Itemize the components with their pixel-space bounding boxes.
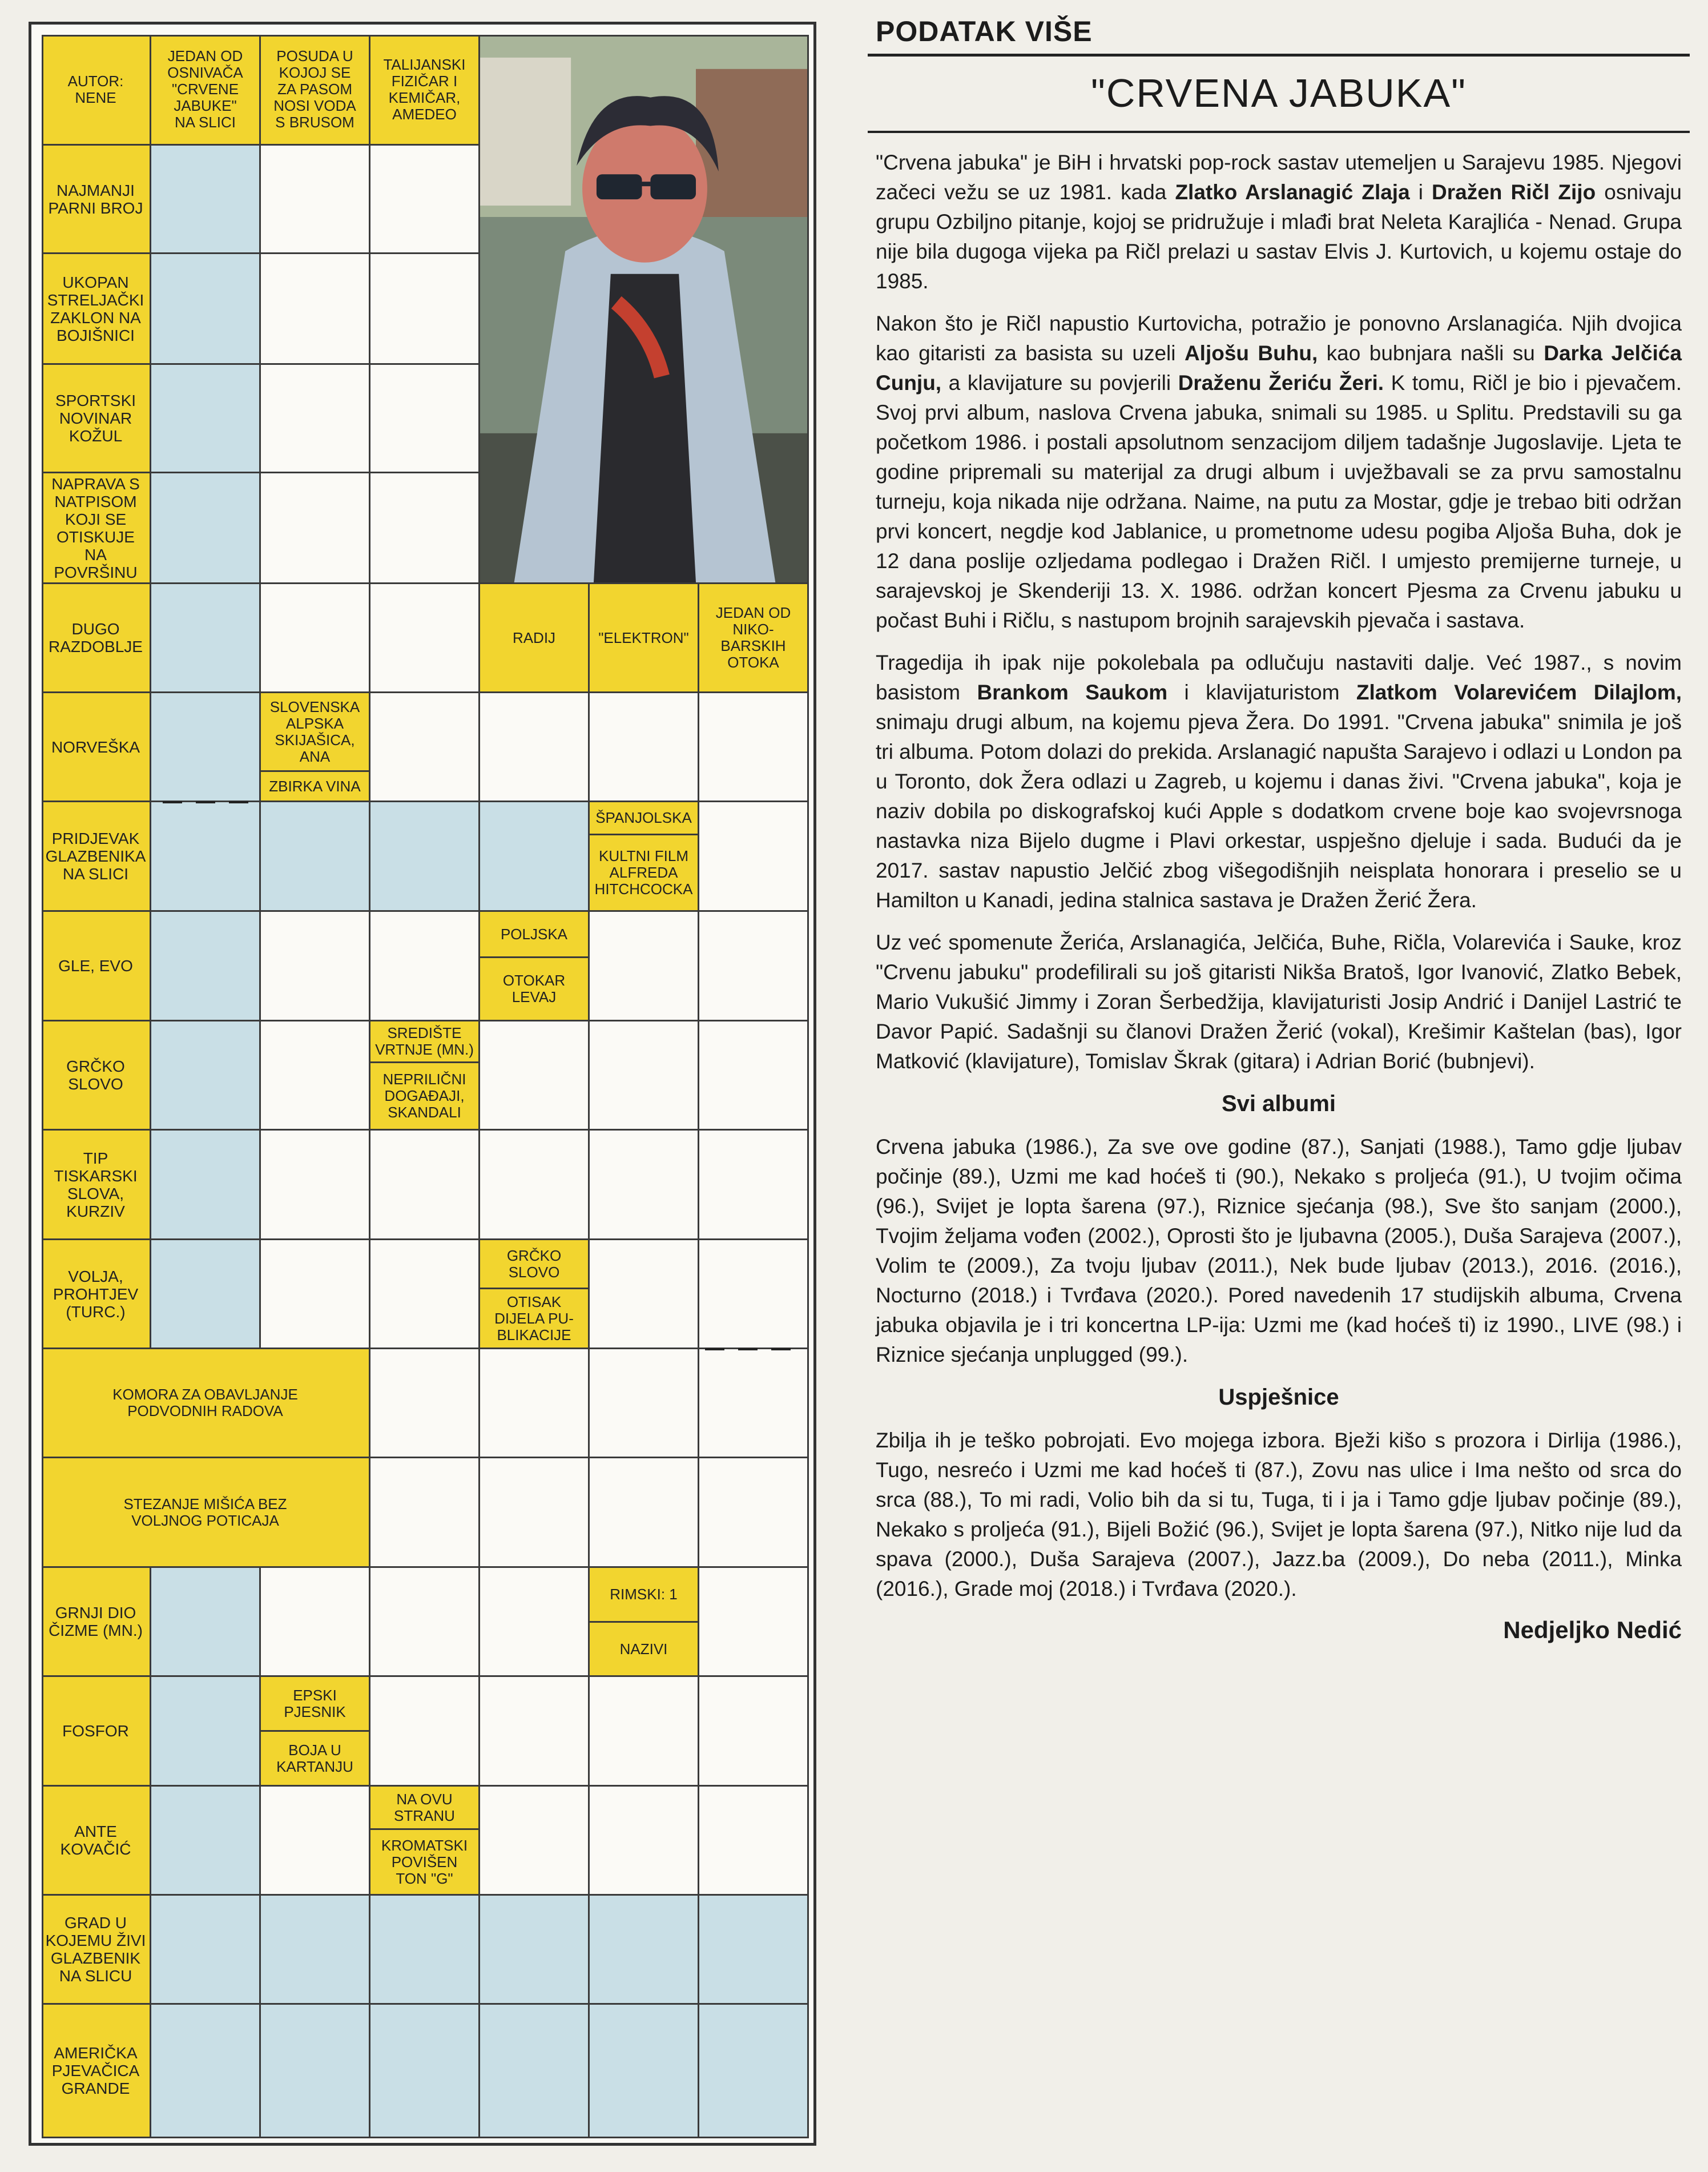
grid-cell[interactable] — [151, 1677, 261, 1787]
grid-cell[interactable] — [151, 146, 261, 254]
text-run: K tomu, Ričl je bio i pjevačem. Svoj prvi album, naslova Crvena jabuka, snimali su 1985. u Splitu. Predstavili su ga početkom 1986. i postali apsolutnom senzacijom diljem tadašnje Jugoslavije. Ljeta te godine pripremali su materijal za drugi album i uvježbavali se za prvu samostalnu turneju, koja nikada nije održana. Naime, na putu za Mostar, gdje je trebao biti održan prvi koncert, negdje kod Jablanice, u prometnome udesu pogiba Aljoša Buha, dok je 12 dana poslije ozljedama podlegao i Dražen Ričl. I umjesto premijerne turneje, u sarajevskoj je Skenderiji 13. X. 1986. održan koncert Pjesma za Crvenu jabuku u počast Buhi i Ričlu, s nastupom brojnih sarajevskih pjevača i sastava. — [876, 371, 1682, 632]
grid-cell[interactable] — [480, 2005, 590, 2138]
subhead-hits: Uspješnice — [1218, 1385, 1339, 1410]
grid-cell[interactable] — [590, 912, 699, 1021]
grid-cell[interactable] — [699, 1349, 809, 1458]
grid-cell[interactable] — [151, 254, 261, 365]
grid-cell[interactable] — [699, 2005, 809, 2138]
grid-cell[interactable] — [261, 1240, 370, 1349]
row-clue: ANTE KOVAČIĆ — [42, 1787, 151, 1896]
row-clue: DUGO RAZDOBLJE — [42, 584, 151, 693]
bold-name: Brankom Saukom — [977, 681, 1168, 704]
inner-clue: ZBIRKA VINA — [261, 772, 370, 802]
grid-cell[interactable] — [370, 2005, 480, 2138]
grid-cell[interactable] — [480, 1896, 590, 2005]
inner-clue: NEPRILIČNI DOGAĐAJI, SKANDALI — [370, 1063, 480, 1131]
grid-cell[interactable] — [699, 1677, 809, 1787]
dashed-separator — [163, 801, 255, 803]
text-run: Nakon što je Ričl napustio Kurtovicha, potražio je ponovno Arslanagića. Njih dvojica kao gitaristi za basista su uzeli — [876, 312, 1682, 365]
grid-cell[interactable] — [370, 146, 480, 254]
inner-clue: RADIJ — [480, 584, 590, 693]
subhead-albums: Svi albumi — [1221, 1091, 1336, 1116]
row-clue: VOLJA, PROHTJEV (TURC.) — [42, 1240, 151, 1349]
grid-cell[interactable] — [261, 473, 370, 584]
grid-cell[interactable] — [699, 1458, 809, 1568]
grid-cell[interactable] — [261, 912, 370, 1021]
grid-cell[interactable] — [699, 802, 809, 912]
grid-cell[interactable] — [151, 802, 261, 912]
grid-cell[interactable] — [370, 1458, 480, 1568]
inner-clue: RIMSKI: 1 — [590, 1568, 699, 1623]
section-label: PODATAK VIŠE — [868, 13, 1690, 57]
grid-cell[interactable] — [590, 693, 699, 802]
grid-cell[interactable] — [261, 1021, 370, 1131]
grid-cell[interactable] — [261, 802, 370, 912]
grid-cell[interactable] — [261, 584, 370, 693]
musician-photo — [480, 35, 809, 584]
inner-clue: KROMATSKI POVIŠEN TON "G" — [370, 1830, 480, 1896]
inner-clue: SLOVENSKA ALPSKA SKIJAŠICA, ANA — [261, 693, 370, 772]
grid-cell[interactable] — [370, 802, 480, 912]
row-clue: SPORTSKI NOVINAR KOŽUL — [42, 365, 151, 473]
text-run: Tragedija ih ipak nije pokolebala pa odlučuju nastaviti dalje. Već 1987., s novim basistom — [876, 651, 1682, 704]
grid-cell[interactable] — [370, 693, 480, 802]
row-clue: TIP TISKARSKI SLOVA, KURZIV — [42, 1131, 151, 1240]
grid-cell[interactable] — [151, 473, 261, 584]
grid-cell[interactable] — [590, 1677, 699, 1787]
paragraph-continuation — [876, 648, 1682, 915]
header-clue: AUTOR: NENE — [42, 35, 151, 146]
inner-clue: OTISAK DIJELA PU- BLIKACIJE — [480, 1289, 590, 1349]
text-run: i — [1409, 180, 1432, 204]
inner-clue: SREDIŠTE VRTNJE (MN.) — [370, 1021, 480, 1063]
bold-name: Aljošu Buhu, — [1184, 341, 1318, 365]
grid-cell[interactable] — [480, 1568, 590, 1677]
grid-cell[interactable] — [151, 1896, 261, 2005]
row-clue-wide: STEZANJE MIŠIĆA BEZ VOLJNOG POTICAJA — [42, 1458, 370, 1568]
grid-cell[interactable] — [480, 1787, 590, 1896]
grid-cell[interactable] — [261, 2005, 370, 2138]
grid-cell[interactable] — [370, 365, 480, 473]
grid-cell[interactable] — [480, 1458, 590, 1568]
inner-clue: KULTNI FILM ALFREDA HITCHCOCKA — [590, 835, 699, 912]
grid-cell[interactable] — [699, 1896, 809, 2005]
grid-cell[interactable] — [590, 1131, 699, 1240]
text-run: snimaju drugi album, na kojemu pjeva Žera. Do 1991. "Crvena jabuka" snimila je još tri albuma. Potom dolazi do prekida. Arslanagić napušta Sarajevo i odlazi u London pa u Toronto, dok Žera odlazi u Zagreb, u kojemu i danas živi. "Crvena jabuka", koja je naziv dobila po diskografskoj kući Apple s dodatkom crvene boje kao svojevrsnoga nastavka niza Bijelo dugme i Plavi orkestar, uspješno djeluje i sada. Budući da je 2017. sastav napustio Jelčić zbog višegodišnjih neisplata honorara i preselio se u Hamilton u Kanadi, jedina stalnica sastava je Dražen Žerić Žera. — [876, 710, 1682, 912]
paragraph-albums: Crvena jabuka (1986.), Za sve ove godine (87.), Sanjati (1988.), Tamo gdje ljubav počinje (89.), Uzmi me kad hoćeš ti (90.), Nekako s proljeća (91.), U tvojim očima (96.), Svijet je lopta šarena (97.), Riznice sjećanja (98.), Sve što sanjam (2000.), Tvojim željama vođen (2002.), Oprosti što je ljubavna (2005.), Duša Sarajeva (2007.), Volim te (2009.), Za tvoju ljubav (2011.), Nek bude ljubav (2013.), 2016. (2016.), Nocturno (2018.) i Tvrđava (2020.). Pored navedenih 17 studijskih albuma, Crvena jabuka objavila je i tri koncertna LP-ija: Uzmi me (kad hoćeš ti) iz 1990., LIVE (98.) i Riznice sjećanja unplugged (99.). — [876, 1135, 1682, 1366]
grid-cell[interactable] — [370, 1568, 480, 1677]
header-clue: TALIJANSKI FIZIČAR I KEMIČAR, AMEDEO — [370, 35, 480, 146]
inner-clue: EPSKI PJESNIK — [261, 1677, 370, 1732]
grid-cell[interactable] — [151, 584, 261, 693]
grid-cell[interactable] — [480, 1131, 590, 1240]
row-clue: PRIDJEVAK GLAZBENIKA NA SLICI — [42, 802, 151, 912]
grid-cell[interactable] — [590, 2005, 699, 2138]
article-headline: "CRVENA JABUKA" — [868, 57, 1690, 133]
grid-cell[interactable] — [261, 1568, 370, 1677]
inner-clue: ŠPANJOLSKA — [590, 802, 699, 835]
grid-cell[interactable] — [261, 146, 370, 254]
grid-cell[interactable] — [370, 1131, 480, 1240]
grid-cell[interactable] — [370, 473, 480, 584]
inner-clue: NAZIVI — [590, 1623, 699, 1677]
grid-cell[interactable] — [590, 1240, 699, 1349]
crossword-puzzle — [29, 22, 816, 2146]
grid-cell[interactable] — [261, 254, 370, 365]
author-byline: Nedjeljko Nedić — [1503, 1616, 1682, 1643]
grid-cell[interactable] — [261, 1896, 370, 2005]
article — [868, 13, 1690, 1644]
grid-cell[interactable] — [151, 365, 261, 473]
grid-cell[interactable] — [370, 254, 480, 365]
grid-cell[interactable] — [480, 802, 590, 912]
paragraph-members: Uz već spomenute Žerića, Arslanagića, Jelčića, Buhe, Ričla, Volarevića i Sauke, kroz "Crvenu jabuku" prodefilirali su još gitaristi Nikša Bratoš, Igor Ivanović, Zlatko Bebek, Mario Vukušić Jimmy i Zoran Šerbedžija, klavijaturisti Josip Andrić i Danijel Lastrić te Davor Papić. Sadašnji su članovi Dražen Žerić (vokal), Krešimir Kaštelan (bas), Igor Matković (klavijature), Tomislav Škrak (gitara) i Adrian Borić (bubnjevi). — [876, 931, 1682, 1073]
bold-name: Dražen Ričl Zijo — [1432, 180, 1596, 204]
row-clue: GLE, EVO — [42, 912, 151, 1021]
grid-cell[interactable] — [261, 1131, 370, 1240]
grid-cell[interactable] — [151, 2005, 261, 2138]
grid-cell[interactable] — [261, 1787, 370, 1896]
grid-cell[interactable] — [699, 912, 809, 1021]
grid-cell[interactable] — [151, 693, 261, 802]
photo-illustration — [480, 35, 807, 582]
grid-cell[interactable] — [151, 912, 261, 1021]
paragraph-history — [876, 148, 1682, 296]
grid-cell[interactable] — [151, 1021, 261, 1131]
row-clue: GRNJI DIO ČIZME (MN.) — [42, 1568, 151, 1677]
header-clue: POSUDA U KOJOJ SE ZA PASOM NOSI VODA S BRUSOM — [261, 35, 370, 146]
row-clue: GRAD U KOJEMU ŽIVI GLAZBENIK NA SLICU — [42, 1896, 151, 2005]
grid-cell[interactable] — [151, 1240, 261, 1349]
grid-cell[interactable] — [151, 1787, 261, 1896]
row-clue: UKOPAN STRELJAČKI ZAKLON NA BOJIŠNICI — [42, 254, 151, 365]
grid-cell[interactable] — [590, 1021, 699, 1131]
inner-clue: BOJA U KARTANJU — [261, 1732, 370, 1787]
row-clue: NORVEŠKA — [42, 693, 151, 802]
inner-clue: JEDAN OD NIKO- BARSKIH OTOKA — [699, 584, 809, 693]
grid-cell[interactable] — [699, 693, 809, 802]
row-clue: NAJMANJI PARNI BROJ — [42, 146, 151, 254]
grid-cell[interactable] — [370, 1349, 480, 1458]
row-clue-wide: KOMORA ZA OBAVLJANJE PODVODNIH RADOVA — [42, 1349, 370, 1458]
header-clue: JEDAN OD OSNIVAČA "CRVENE JABUKE" NA SLICI — [151, 35, 261, 146]
bold-name: Zlatkom Volarevićem Dilajlom, — [1356, 681, 1682, 704]
inner-clue: OTOKAR LEVAJ — [480, 958, 590, 1021]
text-run: "Crvena jabuka" je BiH i hrvatski pop-rock sastav utemeljen u Sarajevu 1985. Njegovi začeci vežu se uz 1981. kada — [876, 151, 1682, 204]
grid-cell[interactable] — [590, 1787, 699, 1896]
paragraph-hits: Zbilja ih je teško pobrojati. Evo mojega izbora. Bježi kišo s prozora i Dirlija (1986.), Tugo, nesrećo i Uzmi me kad hoćeš ti (87.), Zovu nas ulice i Ima nešto od srca do srca (88.), To mi radi, Volio bih da si tu, Tuga, ti i ja i Tamo gdje ljubav počinje (89.), Nekako s proljeća (91.), Bijeli Božić (96.), Svijet je lopta šarena (97.), Nitko nije lud da spava (2000.), Duša Sarajeva (2007.), Jazz.ba (2009.), Do neba (2011.), Minka (2016.), Grade moj (2018.) i Tvrđava (2020.). — [876, 1429, 1682, 1600]
inner-clue: GRČKO SLOVO — [480, 1240, 590, 1289]
grid-cell[interactable] — [699, 1131, 809, 1240]
grid-cell[interactable] — [370, 912, 480, 1021]
grid-cell[interactable] — [699, 1568, 809, 1677]
grid-cell[interactable] — [480, 1021, 590, 1131]
inner-clue: NA OVU STRANU — [370, 1787, 480, 1830]
dashed-separator — [705, 1348, 803, 1350]
bold-name: Zlatko Arslanagić Zlaja — [1175, 180, 1410, 204]
paragraph-first-album — [876, 309, 1682, 635]
grid-cell[interactable] — [370, 1896, 480, 2005]
bold-name: Darka Jelčića Cunju, — [876, 341, 1682, 395]
text-run: osnivaju grupu Ozbiljno pitanje, kojoj se pridružuje i mlađi brat Neleta Karajlića - Nenad. Grupa nije bila dugoga vijeka pa Ričl prelazi u sastav Elvis J. Kurtovich, u kojemu ostaje do 1985. — [876, 180, 1682, 293]
grid-cell[interactable] — [370, 1677, 480, 1787]
grid-cell[interactable] — [480, 1677, 590, 1787]
grid-cell[interactable] — [699, 1240, 809, 1349]
row-clue: FOSFOR — [42, 1677, 151, 1787]
grid-cell[interactable] — [151, 1131, 261, 1240]
grid-cell[interactable] — [590, 1458, 699, 1568]
row-clue: AMERIČKA PJEVAČICA GRANDE — [42, 2005, 151, 2138]
grid-cell[interactable] — [480, 693, 590, 802]
bold-name: Draženu Žeriću Žeri. — [1178, 371, 1384, 395]
grid-cell[interactable] — [370, 584, 480, 693]
grid-cell[interactable] — [370, 1240, 480, 1349]
crossword-grid — [42, 35, 809, 2138]
text-run: i klavijaturistom — [1167, 681, 1356, 704]
grid-cell[interactable] — [590, 1896, 699, 2005]
grid-cell[interactable] — [699, 1787, 809, 1896]
text-run: kao bubnjara našli su — [1318, 341, 1544, 365]
grid-cell[interactable] — [480, 1349, 590, 1458]
row-clue: NAPRAVA S NATPISOM KOJI SE OTISKUJE NA POVRŠINU — [42, 473, 151, 584]
grid-cell[interactable] — [151, 1568, 261, 1677]
inner-clue: POLJSKA — [480, 912, 590, 958]
text-run: a klavijature su povjerili — [941, 371, 1178, 395]
article-body — [868, 148, 1690, 1604]
inner-clue: "ELEKTRON" — [590, 584, 699, 693]
grid-cell[interactable] — [590, 1349, 699, 1458]
row-clue: GRČKO SLOVO — [42, 1021, 151, 1131]
grid-cell[interactable] — [699, 1021, 809, 1131]
grid-cell[interactable] — [261, 365, 370, 473]
